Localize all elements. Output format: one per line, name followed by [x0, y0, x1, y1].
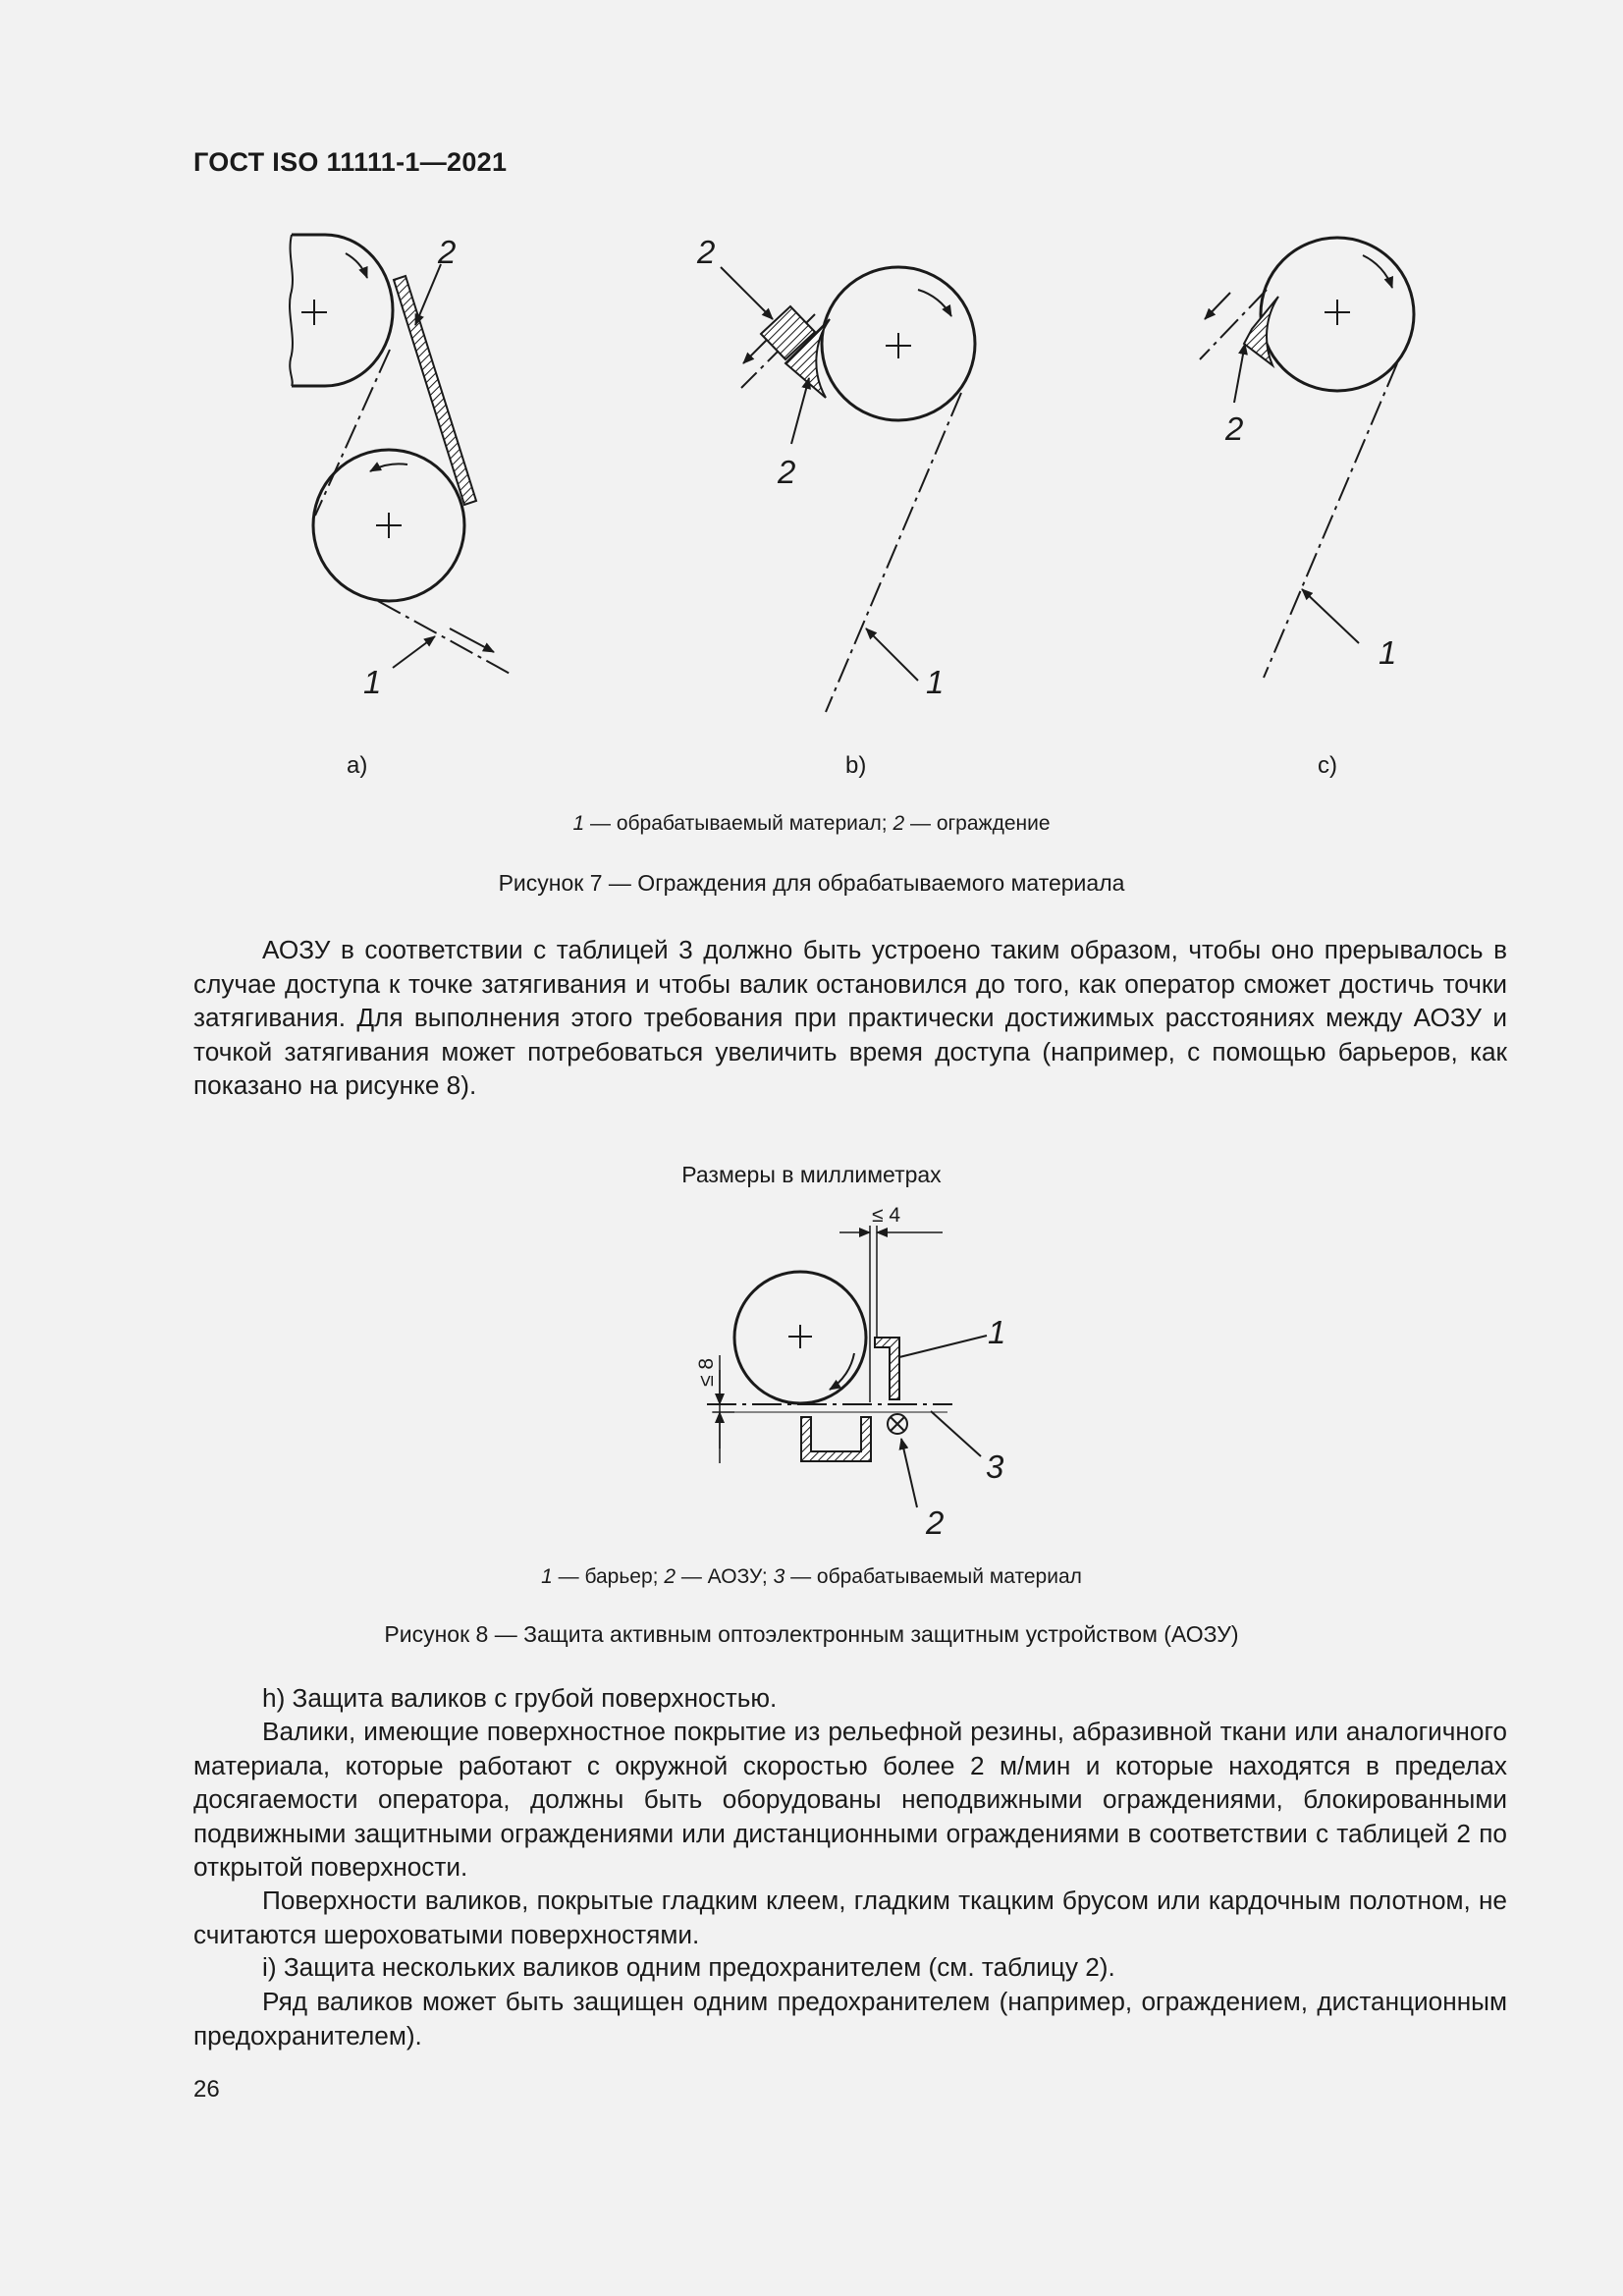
section-h-heading: h) Защита валиков с грубой поверхностью. — [262, 1683, 778, 1713]
section-i-heading: i) Защита нескольких валиков одним предохранителем (см. таблицу 2). — [262, 1952, 1115, 1982]
figure-8-caption: Рисунок 8 — Защита активным оптоэлектронным защитным устройством (АОЗУ) — [384, 1621, 1239, 1647]
figure-8-geometry — [707, 1226, 987, 1507]
fig8-dim-top: ≤ 4 — [872, 1204, 901, 1227]
fig7c-label-2: 2 — [1225, 410, 1244, 447]
figure-7-legend: 1 — обрабатываемый материал; 2 — ограждение — [572, 812, 1051, 835]
fig7b-label-2-top: 2 — [697, 234, 716, 270]
fig8-label-3: 3 — [986, 1449, 1004, 1485]
figure-8-units: Размеры в миллиметрах — [681, 1162, 942, 1187]
figure-7-caption: Рисунок 7 — Ограждения для обрабатываемого материала — [498, 870, 1125, 896]
fig7a-label-1: 1 — [363, 664, 382, 700]
page-number: 26 — [193, 2076, 220, 2103]
figure-8-drawing — [0, 1178, 1623, 1571]
section-h-paragraph-2: Поверхности валиков, покрытые гладким клеем, гладким ткацким брусом или кардочным полотном, не считаются шероховатыми поверхностями. — [193, 1886, 1507, 1949]
paragraph-aozu: АОЗУ в соответствии с таблицей 3 должно быть устроено таким образом, чтобы оно прерывалось в случае доступа к точке затягивания и чтобы валик остановился до того, как оператор сможет достичь точки затягивания. Для выполнения этого требования при практически достижимых расстояниях между АОЗУ и точкой затягивания может потребоваться увеличить время доступа (например, с помощью барьеров, как показано на рисунке 8). — [193, 935, 1507, 1100]
fig7a-label-2: 2 — [438, 234, 457, 270]
figure-7a — [290, 235, 514, 676]
document-header: ГОСТ ISO 11111-1—2021 — [193, 147, 508, 177]
fig8-dim-left: ≤ 8 — [695, 1357, 718, 1387]
fig7c-label-1: 1 — [1379, 634, 1397, 671]
fig7-sub-c: c) — [1318, 752, 1337, 779]
fig7-sub-b: b) — [845, 752, 867, 779]
section-i-paragraph-1: Ряд валиков может быть защищен одним предохранителем (например, ограждением, дистанционным предохранителем). — [193, 1987, 1507, 2050]
section-h-paragraph-1: Валики, имеющие поверхностное покрытие из рельефной резины, абразивной ткани или аналогичного материала, которые работают с окружной скоростью более 2 м/мин и которые находятся в пределах досягаемости оператора, должны быть оборудованы неподвижными ограждениями, блокированными подвижными защитными ограждениями или дистанционными ограждениями в соответствии с таблицей 2 по открытой поверхности. — [193, 1717, 1507, 1882]
fig7b-label-1: 1 — [926, 664, 945, 700]
fig7-sub-a: a) — [347, 752, 368, 779]
fig8-label-2: 2 — [926, 1504, 945, 1541]
figure-7c — [1200, 238, 1414, 678]
figure-8-legend: 1 — барьер; 2 — АОЗУ; 3 — обрабатываемый материал — [541, 1565, 1082, 1588]
fig8-label-1: 1 — [988, 1314, 1006, 1350]
fig7b-label-2-bottom: 2 — [778, 454, 796, 490]
figure-7b — [721, 267, 975, 712]
